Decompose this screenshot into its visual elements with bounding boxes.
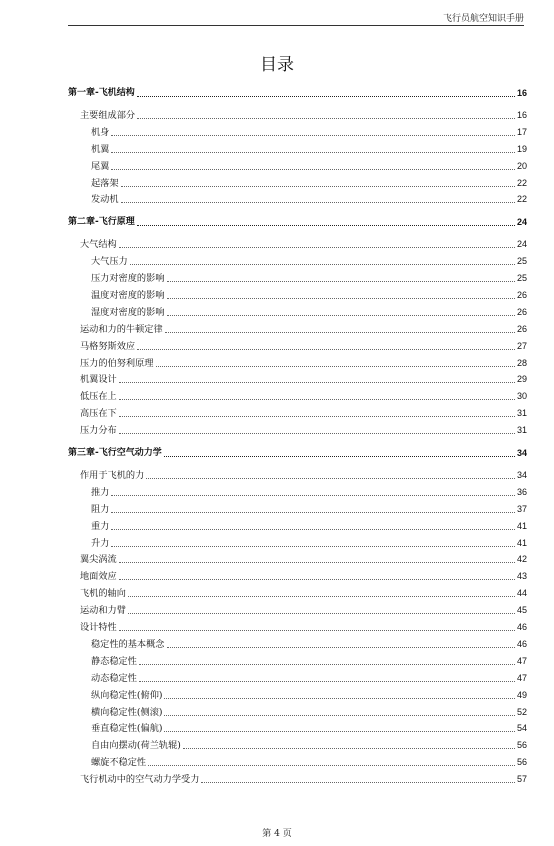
toc-entry[interactable] — [68, 355, 527, 369]
toc-entry-page: 54 — [516, 723, 527, 734]
header-title: 飞行员航空知识手册 — [442, 14, 524, 24]
toc-entry-page: 22 — [516, 194, 527, 205]
toc-entry-title: 稳定性的基本概念 — [91, 638, 165, 650]
toc-entry[interactable] — [68, 518, 527, 532]
toc-entry[interactable] — [68, 619, 527, 633]
toc-entry-page: 46 — [516, 638, 527, 649]
toc-entry-title: 压力的伯努利原理 — [80, 357, 154, 369]
toc-leader-dots — [139, 681, 515, 682]
toc-entry-title: 高压在下 — [80, 408, 117, 420]
toc-entry[interactable] — [68, 321, 527, 335]
toc-leader-dots — [137, 118, 515, 119]
toc-entry[interactable] — [68, 670, 527, 684]
toc-entry-title: 低压在上 — [80, 391, 117, 403]
toc-leader-dots — [111, 495, 515, 496]
toc-leader-dots — [137, 96, 515, 97]
toc-entry-title: 地面效应 — [80, 571, 117, 583]
toc-entry-page: 27 — [516, 340, 527, 351]
toc-leader-dots — [137, 225, 515, 226]
toc-entry-page: 16 — [516, 109, 527, 120]
toc-entry-title: 湿度对密度的影响 — [91, 306, 165, 318]
toc-entry-page: 30 — [516, 391, 527, 402]
toc-entry-page: 44 — [516, 588, 527, 599]
toc-leader-dots — [121, 186, 515, 187]
toc-entry-page: 46 — [516, 622, 527, 632]
toc-entry-page: 41 — [516, 537, 527, 548]
toc-entry-page: 26 — [516, 323, 527, 334]
toc-leader-dots — [148, 765, 515, 766]
toc-leader-dots — [167, 281, 515, 282]
toc-entry[interactable] — [68, 551, 527, 565]
toc-entry-title: 大气结构 — [80, 239, 117, 251]
toc-entry-title: 推力 — [91, 486, 110, 498]
toc-leader-dots — [119, 247, 515, 248]
toc-entry-title: 发动机 — [91, 194, 119, 206]
toc-entry-title: 温度对密度的影响 — [91, 289, 165, 301]
toc-leader-dots — [167, 298, 515, 299]
toc-entry-title: 静态稳定性 — [91, 655, 137, 667]
toc-entry-page: 24 — [516, 217, 527, 228]
toc-chapter-entry[interactable] — [68, 85, 527, 99]
toc-entry-page: 37 — [516, 503, 527, 514]
toc-entry-title: 升力 — [91, 537, 110, 549]
header-divider — [68, 25, 524, 26]
toc-entry[interactable] — [68, 270, 527, 284]
toc-entry-page: 29 — [516, 374, 527, 385]
toc-leader-dots — [128, 613, 515, 614]
toc-entry-page: 34 — [516, 448, 527, 458]
toc-entry[interactable] — [68, 704, 527, 718]
toc-entry-page: 47 — [516, 655, 527, 666]
toc-entry-title: 翼尖涡流 — [80, 554, 117, 566]
toc-entry[interactable] — [68, 405, 527, 419]
toc-leader-dots — [137, 349, 515, 350]
toc-leader-dots — [139, 664, 515, 665]
toc-entry-title: 动态稳定性 — [91, 672, 137, 684]
toc-entry[interactable] — [68, 422, 527, 436]
toc-entry[interactable] — [68, 653, 527, 667]
toc-leader-dots — [119, 630, 515, 631]
toc-entry[interactable] — [68, 602, 527, 616]
toc-entry-title: 机身 — [91, 126, 110, 138]
toc-leader-dots — [146, 478, 515, 479]
toc-entry-page: 42 — [516, 554, 527, 565]
toc-leader-dots — [165, 332, 515, 333]
toc-entry[interactable] — [68, 388, 527, 402]
toc-entry-title: 设计特性 — [80, 622, 117, 633]
toc-entry-title: 主要组成部分 — [80, 109, 136, 121]
toc-entry[interactable] — [68, 720, 527, 734]
toc-entry-title: 螺旋不稳定性 — [91, 757, 147, 769]
toc-entry-page: 24 — [516, 239, 527, 250]
toc-leader-dots — [156, 366, 515, 367]
toc-entry-title: 第一章-飞机结构 — [68, 88, 135, 98]
toc-entry-title: 纵向稳定性(俯仰) — [91, 689, 163, 701]
toc-entry-page: 26 — [516, 289, 527, 300]
toc-entry-title: 压力分布 — [80, 425, 117, 437]
toc-leader-dots — [167, 315, 515, 316]
toc-entry-page: 19 — [516, 143, 527, 154]
toc-leader-dots — [201, 782, 515, 783]
toc-leader-dots — [183, 748, 515, 749]
toc-entry-title: 压力对密度的影响 — [91, 273, 165, 284]
toc-leader-dots — [119, 416, 515, 417]
toc-entry[interactable] — [68, 158, 527, 172]
toc-leader-dots — [130, 264, 515, 265]
toc-entry-title: 马格努斯效应 — [80, 340, 136, 352]
toc-entry[interactable] — [68, 304, 527, 318]
toc-entry[interactable] — [68, 737, 527, 751]
toc-entry[interactable] — [68, 687, 527, 701]
toc-leader-dots — [128, 596, 515, 597]
toc-entry-title: 尾翼 — [91, 160, 110, 172]
toc-entry-page: 16 — [516, 88, 527, 98]
toc-entry[interactable] — [68, 124, 527, 138]
toc-leader-dots — [111, 546, 515, 547]
toc-entry-page: 25 — [516, 273, 527, 283]
toc-leader-dots — [119, 399, 515, 400]
toc-entry[interactable] — [68, 771, 527, 785]
page-number: 第 4 页 — [262, 829, 292, 839]
toc-entry[interactable] — [68, 636, 527, 650]
toc-entry[interactable] — [68, 501, 527, 515]
toc-entry[interactable] — [68, 484, 527, 498]
toc-entry-title: 飞行机动中的空气动力学受力 — [80, 774, 200, 786]
toc-leader-dots — [119, 579, 515, 580]
toc-entry-page: 17 — [516, 126, 527, 137]
toc-entry[interactable] — [68, 338, 527, 352]
toc-entry[interactable] — [68, 191, 527, 205]
toc-entry-page: 22 — [516, 177, 527, 188]
toc-entry-page: 25 — [516, 256, 527, 267]
toc-entry-page: 47 — [516, 672, 527, 683]
toc-leader-dots — [111, 169, 515, 170]
toc-entry-title: 大气压力 — [91, 256, 128, 268]
toc-entry-page: 41 — [516, 520, 527, 531]
toc-leader-dots — [119, 382, 515, 383]
toc-entry[interactable] — [68, 175, 527, 189]
toc-leader-dots — [121, 202, 515, 203]
toc-entry-page: 45 — [516, 605, 527, 616]
toc-entry-page: 26 — [516, 306, 527, 317]
toc-leader-dots — [111, 529, 515, 530]
toc-entry-page: 56 — [516, 757, 527, 768]
toc-entry-title: 垂直稳定性(偏航) — [91, 723, 163, 735]
toc-entry-title: 运动和力的牛顿定律 — [80, 323, 163, 335]
toc-entry-title: 飞机的轴向 — [80, 588, 126, 600]
toc-leader-dots — [164, 456, 515, 457]
toc-entry[interactable] — [68, 585, 527, 599]
toc-entry-title: 第三章-飞行空气动力学 — [68, 448, 162, 458]
toc-entry-page: 43 — [516, 571, 527, 582]
toc-entry[interactable] — [68, 535, 527, 549]
toc-entry[interactable] — [68, 467, 527, 481]
toc-entry-title: 机翼 — [91, 143, 110, 155]
toc-leader-dots — [164, 715, 515, 716]
toc-entry[interactable] — [68, 107, 527, 121]
toc-entry-title: 作用于飞机的力 — [80, 469, 145, 481]
toc-entry-title: 起落架 — [91, 177, 119, 189]
toc-leader-dots — [111, 512, 515, 513]
toc-entry-page: 34 — [516, 469, 527, 480]
toc-entry-title: 运动和力臂 — [80, 605, 126, 617]
toc-leader-dots — [164, 731, 515, 732]
toc-entry-page: 52 — [516, 706, 527, 717]
toc-entry-title: 横向稳定性(侧滚) — [91, 706, 163, 718]
toc-entry-page: 36 — [516, 486, 527, 497]
toc-entry-page: 56 — [516, 740, 527, 751]
toc-chapter-entry[interactable] — [68, 214, 527, 228]
toc-leader-dots — [164, 698, 515, 699]
toc-entry-title: 机翼设计 — [80, 374, 117, 386]
toc-entry-title: 自由向摆动(荷兰轨辊) — [91, 740, 181, 752]
toc-leader-dots — [111, 152, 515, 153]
toc-chapter-entry[interactable] — [68, 445, 527, 459]
toc-entry-title: 阻力 — [91, 503, 110, 515]
toc-entry-title: 第二章-飞行原理 — [68, 217, 135, 228]
toc-entry[interactable] — [68, 287, 527, 301]
toc-entry[interactable] — [68, 141, 527, 155]
toc-entry[interactable] — [68, 754, 527, 768]
page-title: 目录 — [260, 55, 294, 75]
toc-entry[interactable] — [68, 568, 527, 582]
toc-entry-title: 重力 — [91, 520, 110, 532]
toc-entry[interactable] — [68, 253, 527, 267]
toc-leader-dots — [119, 433, 515, 434]
toc-leader-dots — [167, 647, 515, 648]
toc-entry-page: 31 — [516, 425, 527, 436]
toc-entry[interactable] — [68, 371, 527, 385]
toc-entry-page: 49 — [516, 689, 527, 700]
toc-entry-page: 31 — [516, 408, 527, 419]
toc-entry-page: 57 — [516, 774, 527, 785]
toc-leader-dots — [119, 562, 515, 563]
toc-leader-dots — [111, 135, 515, 136]
toc-entry[interactable] — [68, 236, 527, 250]
toc-entry-page: 28 — [516, 357, 527, 368]
toc-entry-page: 20 — [516, 160, 527, 171]
